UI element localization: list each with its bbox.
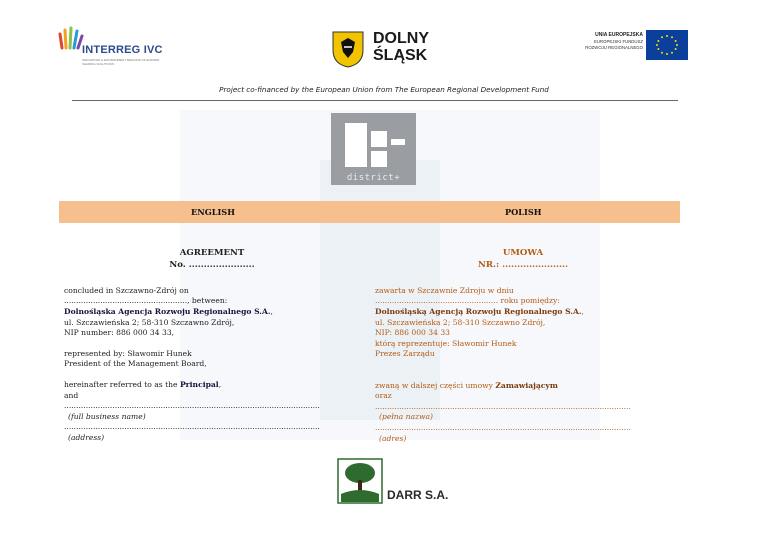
coat-of-arms-icon xyxy=(331,30,365,68)
business-name-field: .......................................................................................................... xyxy=(64,401,320,411)
business-name-hint-pl: (pełna nazwa) xyxy=(379,412,434,422)
umowa-number: NR.: ...................... xyxy=(478,260,568,271)
business-name-hint: (full business name) xyxy=(68,411,146,421)
umowa-title: UMOWA xyxy=(502,248,544,258)
interreg-fan-icon xyxy=(58,26,84,50)
represented-by-pl: którą reprezentuje: Sławomir Hunek xyxy=(375,338,517,348)
eu-logo xyxy=(566,30,690,64)
zamawiajacy-line: zwaną w dalszej części umowy Zamawiającym xyxy=(375,380,558,390)
dolny-slask-text: DOLNY ŚLĄSK xyxy=(373,30,429,64)
polish-column-header: POLISH xyxy=(505,207,542,217)
company-nip: NIP number: 886 000 34 33, xyxy=(64,328,175,338)
interreg-logo xyxy=(58,24,178,68)
company-address: ul. Szczawieńska 2; 58-310 Szczawno Zdrój, xyxy=(64,317,235,327)
concluded-line: concluded in Szczawno-Zdrój on xyxy=(64,285,189,295)
agreement-title: AGREEMENT xyxy=(179,248,245,258)
english-column-header: ENGLISH xyxy=(191,207,235,217)
company-address-pl: ul. Szczawieńska 2; 58-310 Szczawno Zdrój, xyxy=(375,317,546,327)
between-line: ..................................................., between: xyxy=(64,296,228,306)
company-name-pl: Dolnośląską Agencją Rozwoju Regionalnego S.A. xyxy=(375,307,582,316)
agreement-number: No. ...................... xyxy=(169,260,255,271)
represented-by: represented by: Sławomir Hunek xyxy=(64,348,192,358)
district-logo-text: district+ xyxy=(346,173,401,183)
dolny-slask-logo xyxy=(331,30,441,70)
darr-text: DARR S.A. xyxy=(387,488,449,502)
company-name: Dolnośląska Agencja Rozwoju Regionalnego S.A. xyxy=(64,307,271,316)
district-logo-mark-icon xyxy=(331,113,416,173)
cofinanced-note: Project co-financed by the European Union from The European Regional Development Fund xyxy=(219,85,549,94)
business-name-field-pl: .......................................................................................................... xyxy=(375,401,631,411)
pomiedzy-line: ................................................... roku pomiędzy: xyxy=(375,296,560,306)
and-line: and xyxy=(64,390,79,400)
polish-column: UMOWA NR.: ...................... zawarta w Szczawnie Zdroju w dniu ................................................... roku pomiędzy: Dolnośląską Agencją Rozwoju Regionalnego S.A., ul. Szczawieńska 2; 58-310 Szczawno Zdrój, NIP: 886 000 34 33 którą reprezentuje: Sławomir Hunek Prezes Zarządu zwaną w dalszej części umowy Zamawiającym oraz .......................................................................................................... (pełna nazwa) .......................................................................................................... (adres) xyxy=(375,247,671,444)
eu-title: UNIA EUROPEJSKA xyxy=(595,32,643,38)
eu-fund-name: EUROPEJSKI FUNDUSZ ROZWOJU REGIONALNEGO xyxy=(585,39,643,50)
principal-line: hereinafter referred to as the Principal, xyxy=(64,379,222,389)
address-field: .......................................................................................................... xyxy=(64,422,320,432)
header-divider xyxy=(72,100,678,101)
representative-position: President of the Management Board, xyxy=(64,359,207,369)
address-hint-pl: (adres) xyxy=(379,433,407,443)
address-hint: (address) xyxy=(68,432,105,442)
tree-icon xyxy=(337,458,387,506)
representative-position-pl: Prezes Zarządu xyxy=(375,349,435,359)
zamawiajacy-term: Zamawiającym xyxy=(495,380,558,390)
eu-flag-icon xyxy=(646,30,688,60)
address-field-pl: .......................................................................................................... xyxy=(375,422,631,432)
english-column: AGREEMENT No. ...................... concluded in Szczawno-Zdrój on ..................................................., between: Dolnośląska Agencja Rozwoju Regionalnego S.A., ul. Szczawieńska 2; 58-310 Szczawno Zdrój, NIP number: 886 000 34 33, represented by: Sławomir Hunek President of the Management Board, hereinafter referred to as the Principal, and .......................................................................................................... (full business name) .......................................................................................................... (address) xyxy=(64,247,360,444)
principal-term: Principal xyxy=(179,379,219,389)
language-header-bar xyxy=(59,201,680,223)
interreg-subtitle: INNOVATION & ENVIRONMENT REGIONS OF EUROPE SHARING SOLUTIONS xyxy=(82,58,160,66)
district-plus-logo xyxy=(331,113,416,185)
oraz-line: oraz xyxy=(375,391,392,401)
company-nip-pl: NIP: 886 000 34 33 xyxy=(375,328,451,338)
interreg-title: INTERREG IVC xyxy=(82,44,163,56)
zawarta-line: zawarta w Szczawnie Zdroju w dniu xyxy=(375,285,514,295)
darr-logo xyxy=(337,458,449,506)
